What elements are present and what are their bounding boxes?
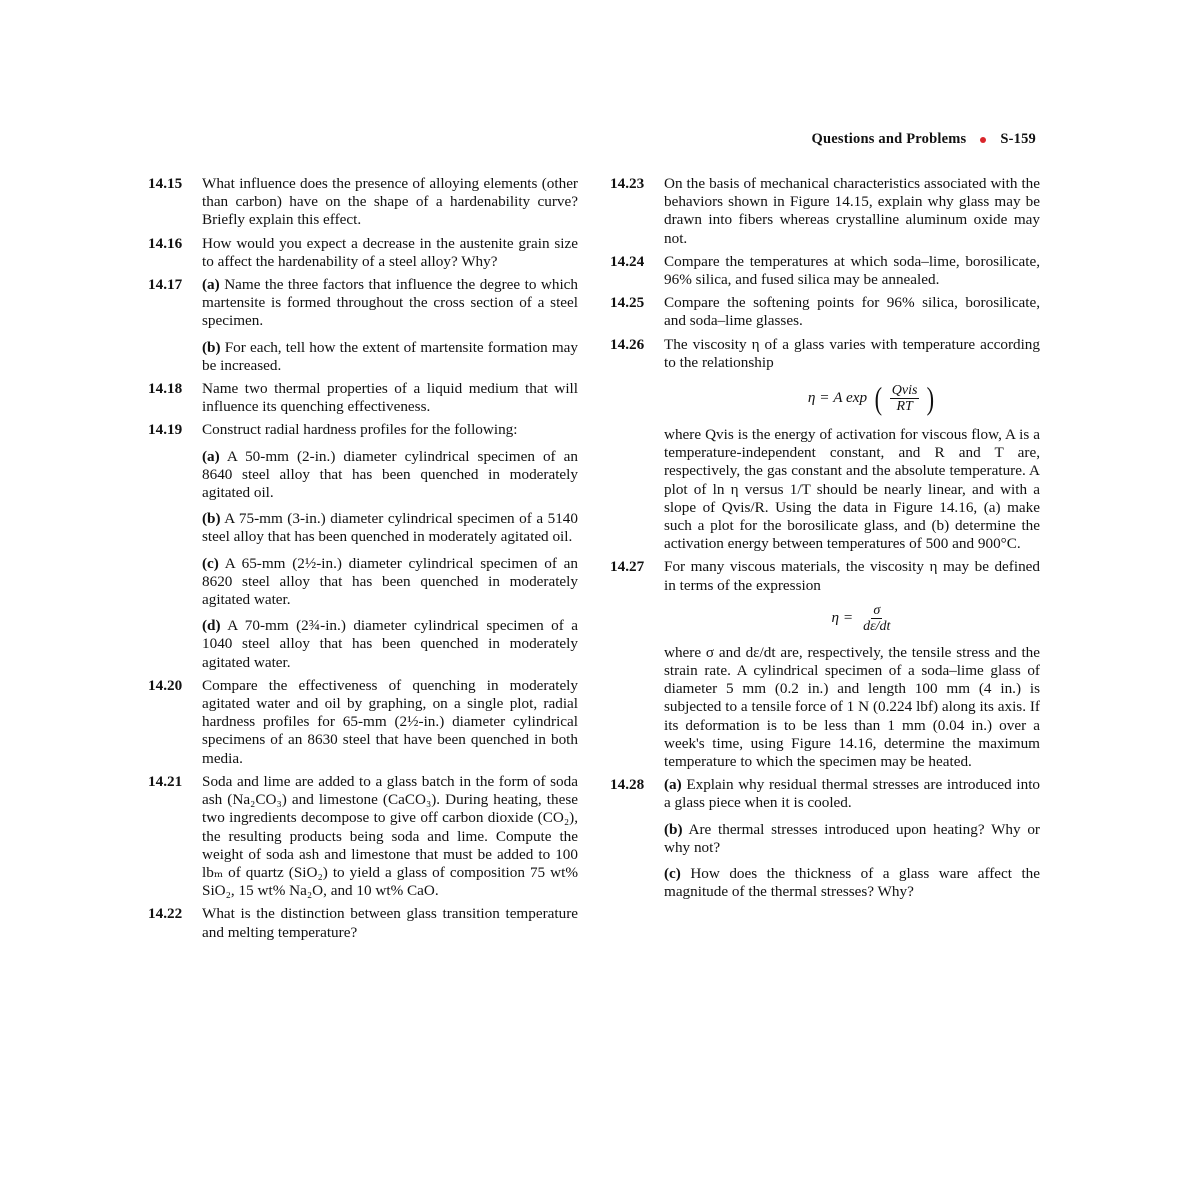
problem-text: How would you expect a decrease in the austenite grain size to affect the hardenability of a steel alloy? Why? bbox=[202, 234, 578, 270]
part-text: A 70-mm (2¾-in.) diameter cylindrical specimen of a 1040 steel alloy that has been quenched in moderately agitated water. bbox=[202, 617, 578, 671]
part-label: (b) bbox=[202, 510, 221, 528]
problem-14-24 bbox=[610, 253, 1040, 289]
problem-14-22 bbox=[148, 905, 578, 941]
problem-number: 14.24 bbox=[610, 252, 645, 270]
problem-text-continued: where σ and dε/dt are, respectively, the tensile stress and the strain rate. A cylindrical specimen of a soda–lime glass of diameter 5 mm (0.2 in.) and length 100 mm (4 in.) is subjected to a tensile force of 1 N (0.224 lbf) along its axis. If its deformation is to be less than 1 mm (0.04 in.) over a week's time, using Figure 14.16, determine the maximum temperature to which the specimen may be heated. bbox=[664, 643, 1040, 771]
problem-number: 14.25 bbox=[610, 294, 645, 312]
problem-text: Compare the temperatures at which soda–lime, borosilicate, 96% silica, and fused silica may be annealed. bbox=[664, 252, 1040, 289]
part-label: (b) bbox=[664, 820, 683, 838]
equation-fraction bbox=[861, 603, 892, 634]
left-column bbox=[148, 175, 578, 947]
part-text: For each, tell how the extent of martensite formation may be increased. bbox=[202, 338, 578, 374]
part-b bbox=[664, 821, 1040, 857]
problem-14-25 bbox=[610, 294, 1040, 330]
problem-14-16 bbox=[148, 235, 578, 271]
problem-number: 14.18 bbox=[148, 380, 183, 398]
fraction-denominator: RT bbox=[896, 398, 913, 414]
part-label: (c) bbox=[202, 554, 219, 572]
viscosity-equation bbox=[664, 380, 1040, 417]
problem-14-21 bbox=[148, 773, 578, 900]
part-label: (a) bbox=[664, 776, 682, 794]
bullet-icon bbox=[980, 137, 986, 143]
equation-lhs: η = A exp bbox=[807, 388, 868, 406]
problem-text: Soda and lime are added to a glass batch in the form of soda ash (Na₂CO₃) and limestone (CaCO₃). During heating, these two ingredients decompose to give off carbon dioxide (CO₂), the resulting products being soda and lime. Compute the weight of soda ash and limestone that must be added to 100 lbₘ of quartz (SiO₂) to yield a glass of composition 75 wt% SiO₂, 15 wt% Na₂O, and 10 wt% CaO. bbox=[202, 772, 578, 900]
problem-number: 14.16 bbox=[148, 234, 183, 252]
part-label: (d) bbox=[202, 617, 221, 635]
part-text: Name the three factors that influence the degree to which martensite is formed throughout the cross section of a steel specimen. bbox=[202, 276, 579, 330]
equation-lhs: η = bbox=[831, 609, 854, 627]
fraction-denominator: dε/dt bbox=[863, 618, 891, 634]
part-text: A 75-mm (3-in.) diameter cylindrical specimen of a 5140 steel alloy that has been quenched in moderately agitated oil. bbox=[202, 510, 578, 546]
problem-14-26 bbox=[610, 336, 1040, 554]
page-number: S-159 bbox=[1000, 131, 1036, 147]
problem-number: 14.23 bbox=[610, 175, 645, 192]
part-b bbox=[202, 339, 578, 375]
problem-text: Compare the effectiveness of quenching in moderately agitated water and oil by graphing, on a single plot, radial hardness profiles for 65-mm (2½-in.) diameter cylindrical specimens of an 8630 steel that have been quenched in both media. bbox=[202, 676, 578, 767]
problem-14-20 bbox=[148, 677, 578, 768]
part-a bbox=[202, 276, 578, 331]
problem-number: 14.20 bbox=[148, 676, 183, 694]
part-text: How does the thickness of a glass ware affect the magnitude of the thermal stresses? Why? bbox=[664, 865, 1041, 901]
problem-number: 14.21 bbox=[148, 772, 183, 790]
problem-14-28 bbox=[610, 776, 1040, 901]
fraction-numerator: σ bbox=[873, 602, 881, 618]
problem-number: 14.26 bbox=[610, 335, 645, 353]
running-head: Questions and Problems bbox=[811, 131, 967, 147]
part-text: Explain why residual thermal stresses are introduced into a glass piece when it is cooled. bbox=[664, 776, 1041, 812]
problem-text: The viscosity η of a glass varies with temperature according to the relationship bbox=[664, 335, 1040, 371]
fraction-numerator: Qvis bbox=[891, 382, 918, 398]
problem-text: For many viscous materials, the viscosity η may be defined in terms of the expression bbox=[664, 558, 1040, 594]
part-text: A 65-mm (2½-in.) diameter cylindrical specimen of an 8620 steel alloy that has been quenched in moderately agitated water. bbox=[202, 554, 578, 609]
equation-fraction bbox=[890, 383, 920, 414]
part-text: Are thermal stresses introduced upon heating? Why or why not? bbox=[664, 820, 1040, 856]
part-d bbox=[202, 617, 578, 672]
part-c bbox=[664, 865, 1040, 901]
left-paren: ( bbox=[874, 380, 883, 417]
problem-14-19 bbox=[148, 421, 578, 671]
problem-14-17 bbox=[148, 276, 578, 375]
problem-number: 14.15 bbox=[148, 175, 183, 192]
part-a bbox=[664, 776, 1040, 812]
part-label: (b) bbox=[202, 338, 221, 356]
viscosity-definition-equation bbox=[664, 603, 1040, 634]
part-c bbox=[202, 555, 578, 610]
part-text: A 50-mm (2-in.) diameter cylindrical specimen of an 8640 steel alloy that has been quenched in moderately agitated oil. bbox=[202, 447, 578, 502]
right-column bbox=[610, 175, 1040, 907]
problem-14-23 bbox=[610, 175, 1040, 248]
problem-text: Name two thermal properties of a liquid medium that will influence its quenching effectiveness. bbox=[202, 380, 578, 416]
part-a bbox=[202, 448, 578, 503]
part-label: (c) bbox=[664, 865, 681, 883]
part-b bbox=[202, 510, 578, 546]
problem-text: What is the distinction between glass transition temperature and melting temperature? bbox=[202, 905, 578, 941]
problem-14-15 bbox=[148, 175, 578, 230]
problem-text: On the basis of mechanical characteristics associated with the behaviors shown in Figure 14.15, explain why glass may be drawn into fibers whereas crystalline aluminum oxide may not. bbox=[664, 175, 1040, 247]
right-paren: ) bbox=[927, 380, 935, 417]
problem-text: Compare the softening points for 96% silica, borosilicate, and soda–lime glasses. bbox=[664, 294, 1040, 330]
problem-number: 14.27 bbox=[610, 558, 645, 576]
part-label: (a) bbox=[202, 276, 220, 294]
part-label: (a) bbox=[202, 447, 220, 465]
problem-number: 14.22 bbox=[148, 905, 183, 923]
problem-text: Construct radial hardness profiles for the following: bbox=[202, 421, 518, 439]
problem-14-27 bbox=[610, 558, 1040, 771]
page-header bbox=[812, 131, 1036, 148]
problem-text: What influence does the presence of alloying elements (other than carbon) have on the shape of a hardenability curve? Briefly explain this effect. bbox=[202, 175, 578, 229]
problem-number: 14.19 bbox=[148, 421, 183, 439]
problem-14-18 bbox=[148, 380, 578, 416]
problem-text-continued: where Qvis is the energy of activation for viscous flow, A is a temperature-independent constant, and R and T are, respectively, the gas constant and the absolute temperature. A plot of ln η versus 1/T should be nearly linear, and with a slope of Qvis/R. Using the data in Figure 14.16, (a) make such a plot for the borosilicate glass, and (b) determine the activation energy between temperatures of 500 and 900°C. bbox=[664, 426, 1040, 553]
problem-number: 14.28 bbox=[610, 776, 645, 794]
problem-number: 14.17 bbox=[148, 276, 183, 294]
